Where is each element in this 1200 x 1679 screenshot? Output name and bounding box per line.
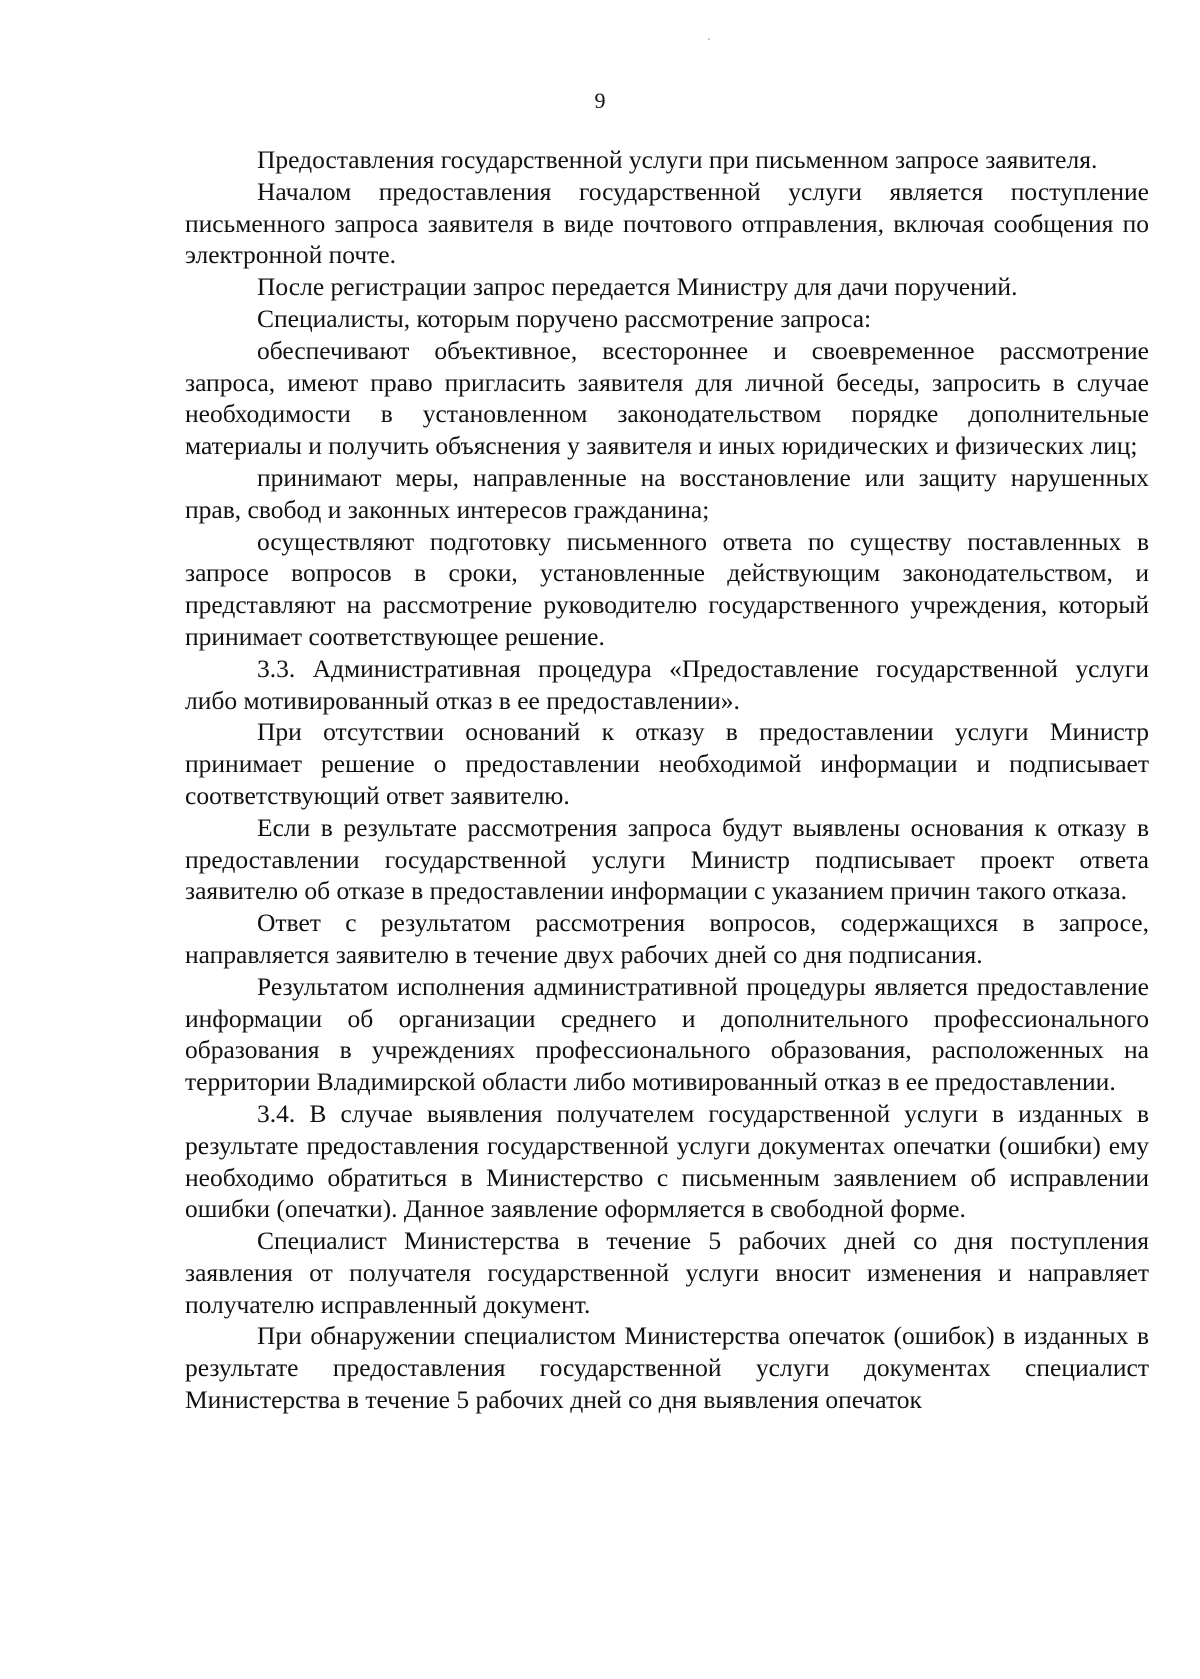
paragraph-registration: После регистрации запрос передается Министру для дачи поручений.: [257, 272, 1018, 302]
paragraph-specialists: Специалисты, которым поручено рассмотрение запроса:: [257, 303, 872, 333]
paragraph-request-intro: Предоставления государственной услуги при письменном запросе заявителя.: [257, 145, 1098, 174]
paragraph-procedure-result: Результатом исполнения административной процедуры является предоставление информации об организации среднего и дополнительного профессионального образования в учреждениях профессионального образования, расположенных на территории Владимирской области либо мотивированный отказ в ее предоставлении.: [185, 971, 1149, 1097]
paragraph-refusal-grounds: Если в результате рассмотрения запроса будут выявлены основания к отказу в предоставлении государственной услуги Министр подписывает проект ответа заявителю об отказе в предоставлении информации с указанием причин такого отказа.: [185, 812, 1149, 906]
paragraph-section-3-4: 3.4. В случае выявления получателем государственной услуги в изданных в результате предоставления государственной услуги документах опечатки (ошибки) ему необходимо обратиться в Министерство с письменным заявлением об исправлении ошибки (опечатки). Данное заявление оформляется в свободной форме.: [185, 1098, 1149, 1224]
scan-artifact: [708, 38, 710, 40]
paragraph-response-preparation: осуществляют подготовку письменного ответа по существу поставленных в запросе вопросов в сроки, установленные действующим законодательством, и представляют на рассмотрение руководителю государственного учреждения, который принимает соответствующее решение.: [185, 526, 1149, 651]
paragraph-response-delivery: Ответ с результатом рассмотрения вопросов, содержащихся в запросе, направляется заявителю в течение двух рабочих дней со дня подписания.: [185, 908, 1149, 969]
paragraph-start-of-service: Началом предоставления государственной услуги является поступление письменного запроса заявителя в виде почтового отправления, включая сообщения по электронной почте.: [185, 176, 1149, 270]
paragraph-measures: принимают меры, направленные на восстановление или защиту нарушенных прав, свобод и законных интересов гражданина;: [185, 462, 1149, 524]
paragraph-error-detection: При обнаружении специалистом Министерства опечаток (ошибок) в изданных в результате предоставления государственной услуги документах специалист Министерства в течение 5 рабочих дней со дня выявления опечаток: [185, 1321, 1149, 1415]
document-body: [185, 144, 1149, 1416]
paragraph-review-duties: обеспечивают объективное, всестороннее и своевременное рассмотрение запроса, имеют право пригласить заявителя для личной беседы, запросить в случае необходимости в установленном законодательством порядке дополнительные материалы и получить объяснения у заявителя и иных юридических и физических лиц;: [185, 335, 1149, 461]
paragraph-no-grounds: При отсутствии оснований к отказу в предоставлении услуги Министр принимает решение о предоставлении необходимой информации и подписывает соответствующий ответ заявителю.: [185, 717, 1149, 810]
paragraph-correction-by-specialist: Специалист Министерства в течение 5 рабочих дней со дня поступления заявления от получателя государственной услуги вносит изменения и направляет получателю исправленный документ.: [185, 1226, 1149, 1319]
page-number: 9: [594, 88, 606, 113]
paragraph-section-3-3: 3.3. Административная процедура «Предоставление государственной услуги либо мотивированный отказ в ее предоставлении».: [185, 653, 1149, 715]
